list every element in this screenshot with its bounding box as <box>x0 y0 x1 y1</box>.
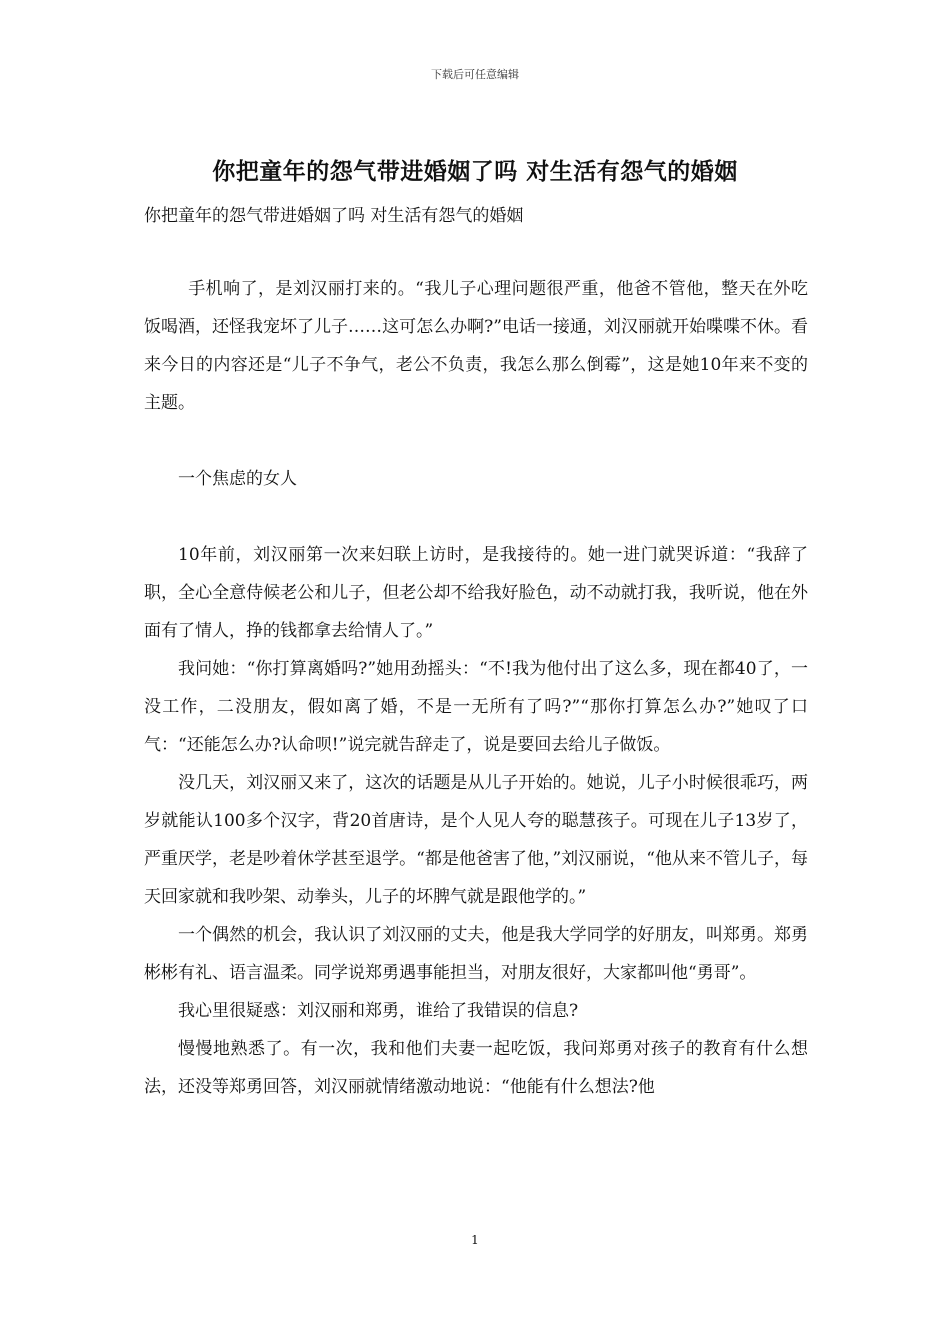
paragraph: 我心里很疑惑：刘汉丽和郑勇，谁给了我错误的信息? <box>178 1001 579 1021</box>
paragraph: 我问她：“你打算离婚吗?”她用劲摇头：“不!我为他付出了这么多，现在都40了，一没工作，二没朋友，假如离了婚，不是一无所有了吗?”“那你打算怎么办?”她叹了口气：“还能怎么办?认命呗!”说完就告辞走了，说是要回去给儿子做饭。 <box>144 659 808 755</box>
paragraph: 没几天，刘汉丽又来了，这次的话题是从儿子开始的。她说，儿子小时候很乖巧，两岁就能认100多个汉字，背20首唐诗，是个人见人夸的聪慧孩子。可现在儿子13岁了，严重厌学，老是吵着休学甚至退学。“都是他爸害了他，”刘汉丽说，“他从来不管儿子，每天回家就和我吵架、动拳头，儿子的坏脾气就是跟他学的。” <box>144 773 808 907</box>
document-body <box>144 270 808 1106</box>
paragraph: 一个偶然的机会，我认识了刘汉丽的丈夫，他是我大学同学的好朋友，叫郑勇。郑勇彬彬有礼、语言温柔。同学说郑勇遇事能担当，对朋友很好，大家都叫他“勇哥”。 <box>144 925 808 983</box>
paragraph: 慢慢地熟悉了。有一次，我和他们夫妻一起吃饭，我问郑勇对孩子的教育有什么想法，还没等郑勇回答，刘汉丽就情绪激动地说：“他能有什么想法?他 <box>144 1039 808 1097</box>
header-note: 下载后可任意编辑 <box>431 68 519 81</box>
paragraph: 手机响了，是刘汉丽打来的。“我儿子心理问题很严重，他爸不管他，整天在外吃饭喝酒，还怪我宠坏了儿子……这可怎么办啊?”电话一接通，刘汉丽就开始喋喋不休。看来今日的内容还是“儿子不争气，老公不负责，我怎么那么倒霉”，这是她10年来不变的主题。 <box>144 279 808 413</box>
paragraph: 10年前，刘汉丽第一次来妇联上访时，是我接待的。她一进门就哭诉道：“我辞了职，全心全意侍候老公和儿子，但老公却不给我好脸色，动不动就打我，我听说，他在外面有了情人，挣的钱都拿去给情人了。” <box>144 545 808 641</box>
document-subtitle: 你把童年的怨气带进婚姻了吗 对生活有怨气的婚姻 <box>144 206 524 226</box>
document-title: 你把童年的怨气带进婚姻了吗 对生活有怨气的婚姻 <box>212 158 738 185</box>
section-heading: 一个焦虑的女人 <box>178 469 297 489</box>
page-number: 1 <box>471 1233 479 1247</box>
